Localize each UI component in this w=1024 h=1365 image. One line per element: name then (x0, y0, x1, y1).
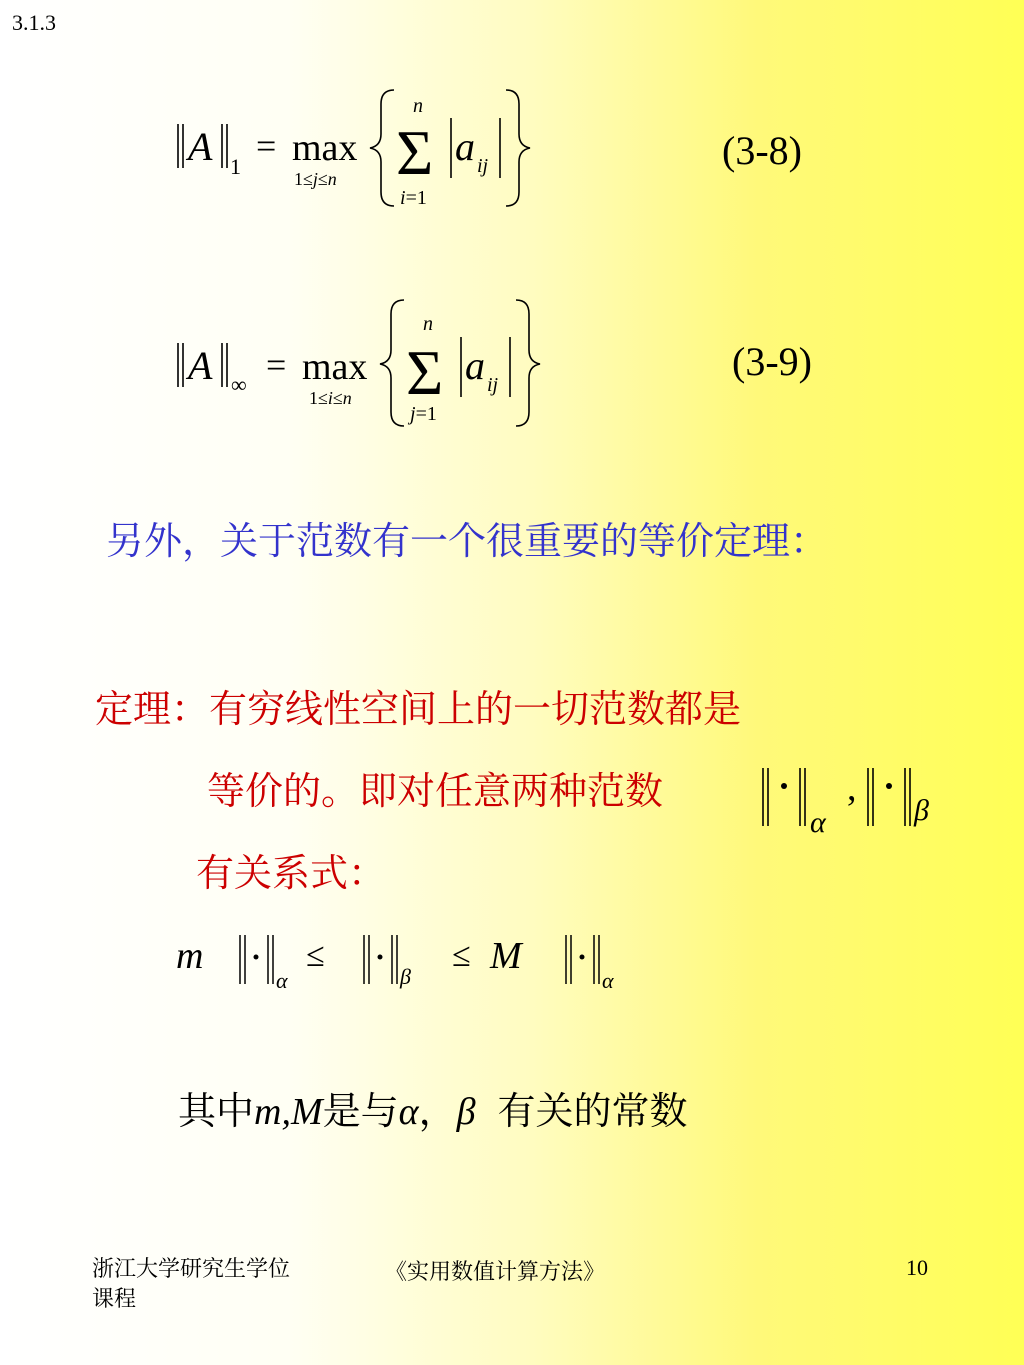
matrix-A: A (188, 124, 213, 169)
constants-note-comma: ， (418, 1089, 457, 1133)
constants-note-middle: 是与 (322, 1089, 399, 1133)
element-a: a (465, 343, 485, 388)
max-range: 1≤i≤n (309, 388, 352, 408)
beta-subscript: β (914, 794, 929, 827)
alpha-subscript: α (602, 968, 614, 993)
alpha-subscript: α (276, 968, 288, 993)
footer-institution: 浙江大学研究生学位课程 (92, 1257, 291, 1312)
subscript: 1 (230, 154, 241, 179)
element-subscript: ij (477, 155, 489, 177)
symbol-beta: β (456, 1091, 476, 1133)
placeholder-dot (580, 955, 585, 960)
sum-lower: j=1 (410, 403, 437, 425)
max-range: 1≤j≤n (294, 169, 337, 189)
intro-text: 另外，关于范数有一个很重要的等价定理： (106, 519, 829, 563)
equals-sign: = (256, 126, 277, 166)
element-subscript: ij (487, 374, 499, 396)
placeholder-dot (378, 955, 383, 960)
element-a: a (455, 124, 475, 169)
symbol-alpha: α (398, 1091, 419, 1133)
symbol-m-M: m,M (254, 1091, 323, 1133)
constant-M: M (490, 935, 522, 977)
norm-beta-bars (364, 935, 397, 984)
theorem-line-1: 定理：有穷线性空间上的一切范数都是 (95, 687, 742, 731)
sum-lower: i=1 (400, 187, 427, 209)
norm-alpha-bars (566, 935, 599, 984)
theorem-line-3: 有关系式： (196, 851, 387, 895)
sum-symbol: Σ (396, 117, 434, 188)
norm-alpha-bars (240, 935, 273, 984)
footer-course-title: 《实用数值计算方法》 (385, 1260, 606, 1285)
sum-symbol: Σ (406, 337, 444, 408)
leq-sign: ≤ (452, 937, 471, 974)
constants-note-suffix: 有关的常数 (497, 1089, 688, 1133)
constant-m: m (176, 935, 204, 977)
equation-label: (3-8) (722, 128, 802, 173)
constants-note (178, 1080, 688, 1135)
alpha-subscript: α (810, 806, 826, 839)
subscript: ∞ (231, 372, 247, 397)
comma: , (847, 767, 857, 809)
matrix-A: A (188, 343, 213, 388)
placeholder-dot (254, 955, 259, 960)
footer-page-number: 10 (906, 1255, 928, 1280)
equals-sign: = (266, 345, 287, 385)
max-operator: max (302, 346, 368, 388)
constants-note-prefix: 其中 (178, 1089, 255, 1133)
sum-upper: n (423, 313, 433, 335)
theorem-line-2: 等价的。即对任意两种范数 (207, 769, 664, 813)
sum-upper: n (413, 95, 423, 117)
equation-label: (3-9) (732, 339, 812, 384)
section-number: 3.1.3 (12, 10, 56, 35)
beta-subscript: β (400, 964, 411, 989)
leq-sign: ≤ (306, 937, 325, 974)
max-operator: max (292, 127, 358, 169)
